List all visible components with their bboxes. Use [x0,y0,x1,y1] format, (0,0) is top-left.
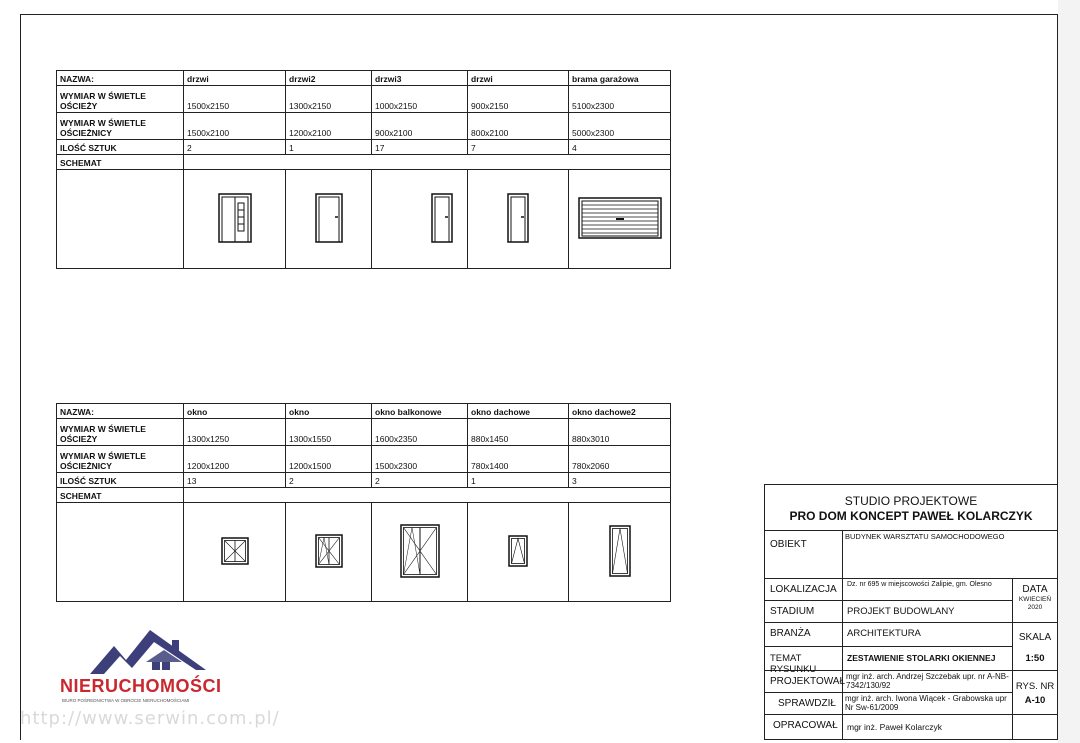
lokalizacja-value: Dz. nr 695 w miejscowości Zalipie, gm. Olesno [843,579,1013,601]
cell: 2 [286,473,372,488]
row-label: WYMIAR W ŚWIETLE OŚCIEŻNICY [57,113,184,140]
roof-window-icon [508,535,528,567]
data-value: KWIECIEŃ 2020 [1018,596,1052,611]
column-name: okno [184,404,286,419]
studio-header [765,485,1057,531]
cell [57,170,184,269]
cell: 1500x2100 [184,113,286,140]
cell [184,488,671,503]
nieruchomosci-logo [54,626,254,711]
cell: 13 [184,473,286,488]
cell: 3 [569,473,671,488]
windows-table [56,403,671,602]
cell: 2 [372,473,468,488]
table-row [57,419,671,446]
row-label: WYMIAR W ŚWIETLE OŚCIEŻY [57,86,184,113]
studio-name: STUDIO PROJEKTOWE [844,494,978,508]
cell: 1500x2150 [184,86,286,113]
cell: 1 [286,140,372,155]
balcony-window-icon [400,524,440,578]
cell: 7 [468,140,569,155]
cell: 1200x1200 [184,446,286,473]
table-row [57,71,671,86]
cell: 1500x2300 [372,446,468,473]
rys-value: A-10 [1024,695,1046,706]
temat-value: ZESTAWIENIE STOLARKI OKIENNEJ [843,647,1013,671]
data-label: DATA [1022,584,1048,595]
schemat-cell [372,503,468,602]
roof-window-icon [609,525,631,577]
schemat-cell [286,170,372,269]
table-row [57,473,671,488]
row-label: ILOŚĆ SZTUK [57,140,184,155]
cell: 880x3010 [569,419,671,446]
stadium-label: STADIUM [765,601,843,623]
row-label: WYMIAR W ŚWIETLE OŚCIEŻY [57,419,184,446]
opracowal-label: OPRACOWAŁ [765,715,843,739]
cell [184,155,671,170]
temat-label: TEMAT RYSUNKU [765,647,843,671]
cell: 900x2150 [468,86,569,113]
stadium-value: PROJEKT BUDOWLANY [843,601,1013,623]
watermark-url: http://www.serwin.com.pl/ [20,708,280,729]
schemat-cell [569,503,671,602]
door-icon [431,193,453,243]
schemat-cell [184,170,286,269]
schemat-cell [184,503,286,602]
obiekt-value: BUDYNEK WARSZTATU SAMOCHODOWEGO [843,531,1057,579]
column-name: brama garażowa [569,71,671,86]
window-icon [221,537,249,565]
cell [57,503,184,602]
schemat-cell [569,170,671,269]
column-name: drzwi3 [372,71,468,86]
sprawdzil-label: SPRAWDZIŁ [765,693,843,715]
cell: 1300x2150 [286,86,372,113]
projektowal-value: mgr inż. arch. Andrzej Szczebak upr. nr A-NB-7342/130/92 [843,671,1013,693]
cell: 1600x2350 [372,419,468,446]
studio-company: PRO DOM KONCEPT PAWEŁ KOLARCZYK [789,509,1033,523]
schemat-cell [468,503,569,602]
schemat-cell [468,170,569,269]
doors-table [56,70,671,269]
branza-value: ARCHITEKTURA [843,623,1013,647]
cell: 5100x2300 [569,86,671,113]
cell: 880x1450 [468,419,569,446]
double-door-icon [218,193,252,243]
cell: 780x1400 [468,446,569,473]
opracowal-value: mgr inż. Paweł Kolarczyk [843,715,1013,739]
column-name: drzwi [184,71,286,86]
table-row [57,488,671,503]
skala-value: 1:50 [1025,653,1045,664]
row-label: SCHEMAT [57,155,184,170]
page-edge [1058,0,1080,743]
projektowal-label: PROJEKTOWAŁ [765,671,843,693]
cell: 5000x2300 [569,113,671,140]
row-label: ILOŚĆ SZTUK [57,473,184,488]
cell: 17 [372,140,468,155]
column-name: okno balkonowe [372,404,468,419]
rys-label: RYS. NR [1015,681,1055,692]
lokalizacja-label: LOKALIZACJA [765,579,843,601]
row-label: WYMIAR W ŚWIETLE OŚCIEŻNICY [57,446,184,473]
cell: 1 [468,473,569,488]
cell: 1300x1250 [184,419,286,446]
door-icon [507,193,529,243]
column-name: okno dachowe2 [569,404,671,419]
cell: 1300x1550 [286,419,372,446]
table-row [57,113,671,140]
door-icon [315,193,343,243]
title-block [764,484,1058,740]
rys-box [1013,671,1057,715]
column-name: drzwi2 [286,71,372,86]
schemat-cell [286,503,372,602]
column-name: drzwi [468,71,569,86]
table-row [57,170,671,269]
window-icon [315,534,343,568]
obiekt-label: OBIEKT [765,531,843,579]
cell: 1000x2150 [372,86,468,113]
table-row [57,86,671,113]
cell: 780x2060 [569,446,671,473]
row-label: NAZWA: [57,404,184,419]
cell: 900x2100 [372,113,468,140]
table-row [57,503,671,602]
row-label: SCHEMAT [57,488,184,503]
data-box [1013,579,1057,623]
logo-name: NIERUCHOMOŚCI [60,676,222,696]
logo-tagline: BIURO POŚREDNICTWA W OBROCIE NIERUCHOMOŚCIAMI [62,698,190,703]
cell: 1200x2100 [286,113,372,140]
skala-label: SKALA [1018,632,1052,643]
table-row [57,155,671,170]
schemat-cell [372,170,468,269]
column-name: okno dachowe [468,404,569,419]
table-row [57,446,671,473]
cell: 2 [184,140,286,155]
garage-door-icon [578,197,662,239]
skala-box [1013,623,1057,671]
cell: 4 [569,140,671,155]
cell: 800x2100 [468,113,569,140]
table-row [57,404,671,419]
cell: 1200x1500 [286,446,372,473]
sprawdzil-value: mgr inż. arch. Iwona Wiącek - Grabowska upr Nr Sw-61/2009 [843,693,1013,715]
column-name: okno [286,404,372,419]
row-label: NAZWA: [57,71,184,86]
branza-label: BRANŻA [765,623,843,647]
table-row [57,140,671,155]
